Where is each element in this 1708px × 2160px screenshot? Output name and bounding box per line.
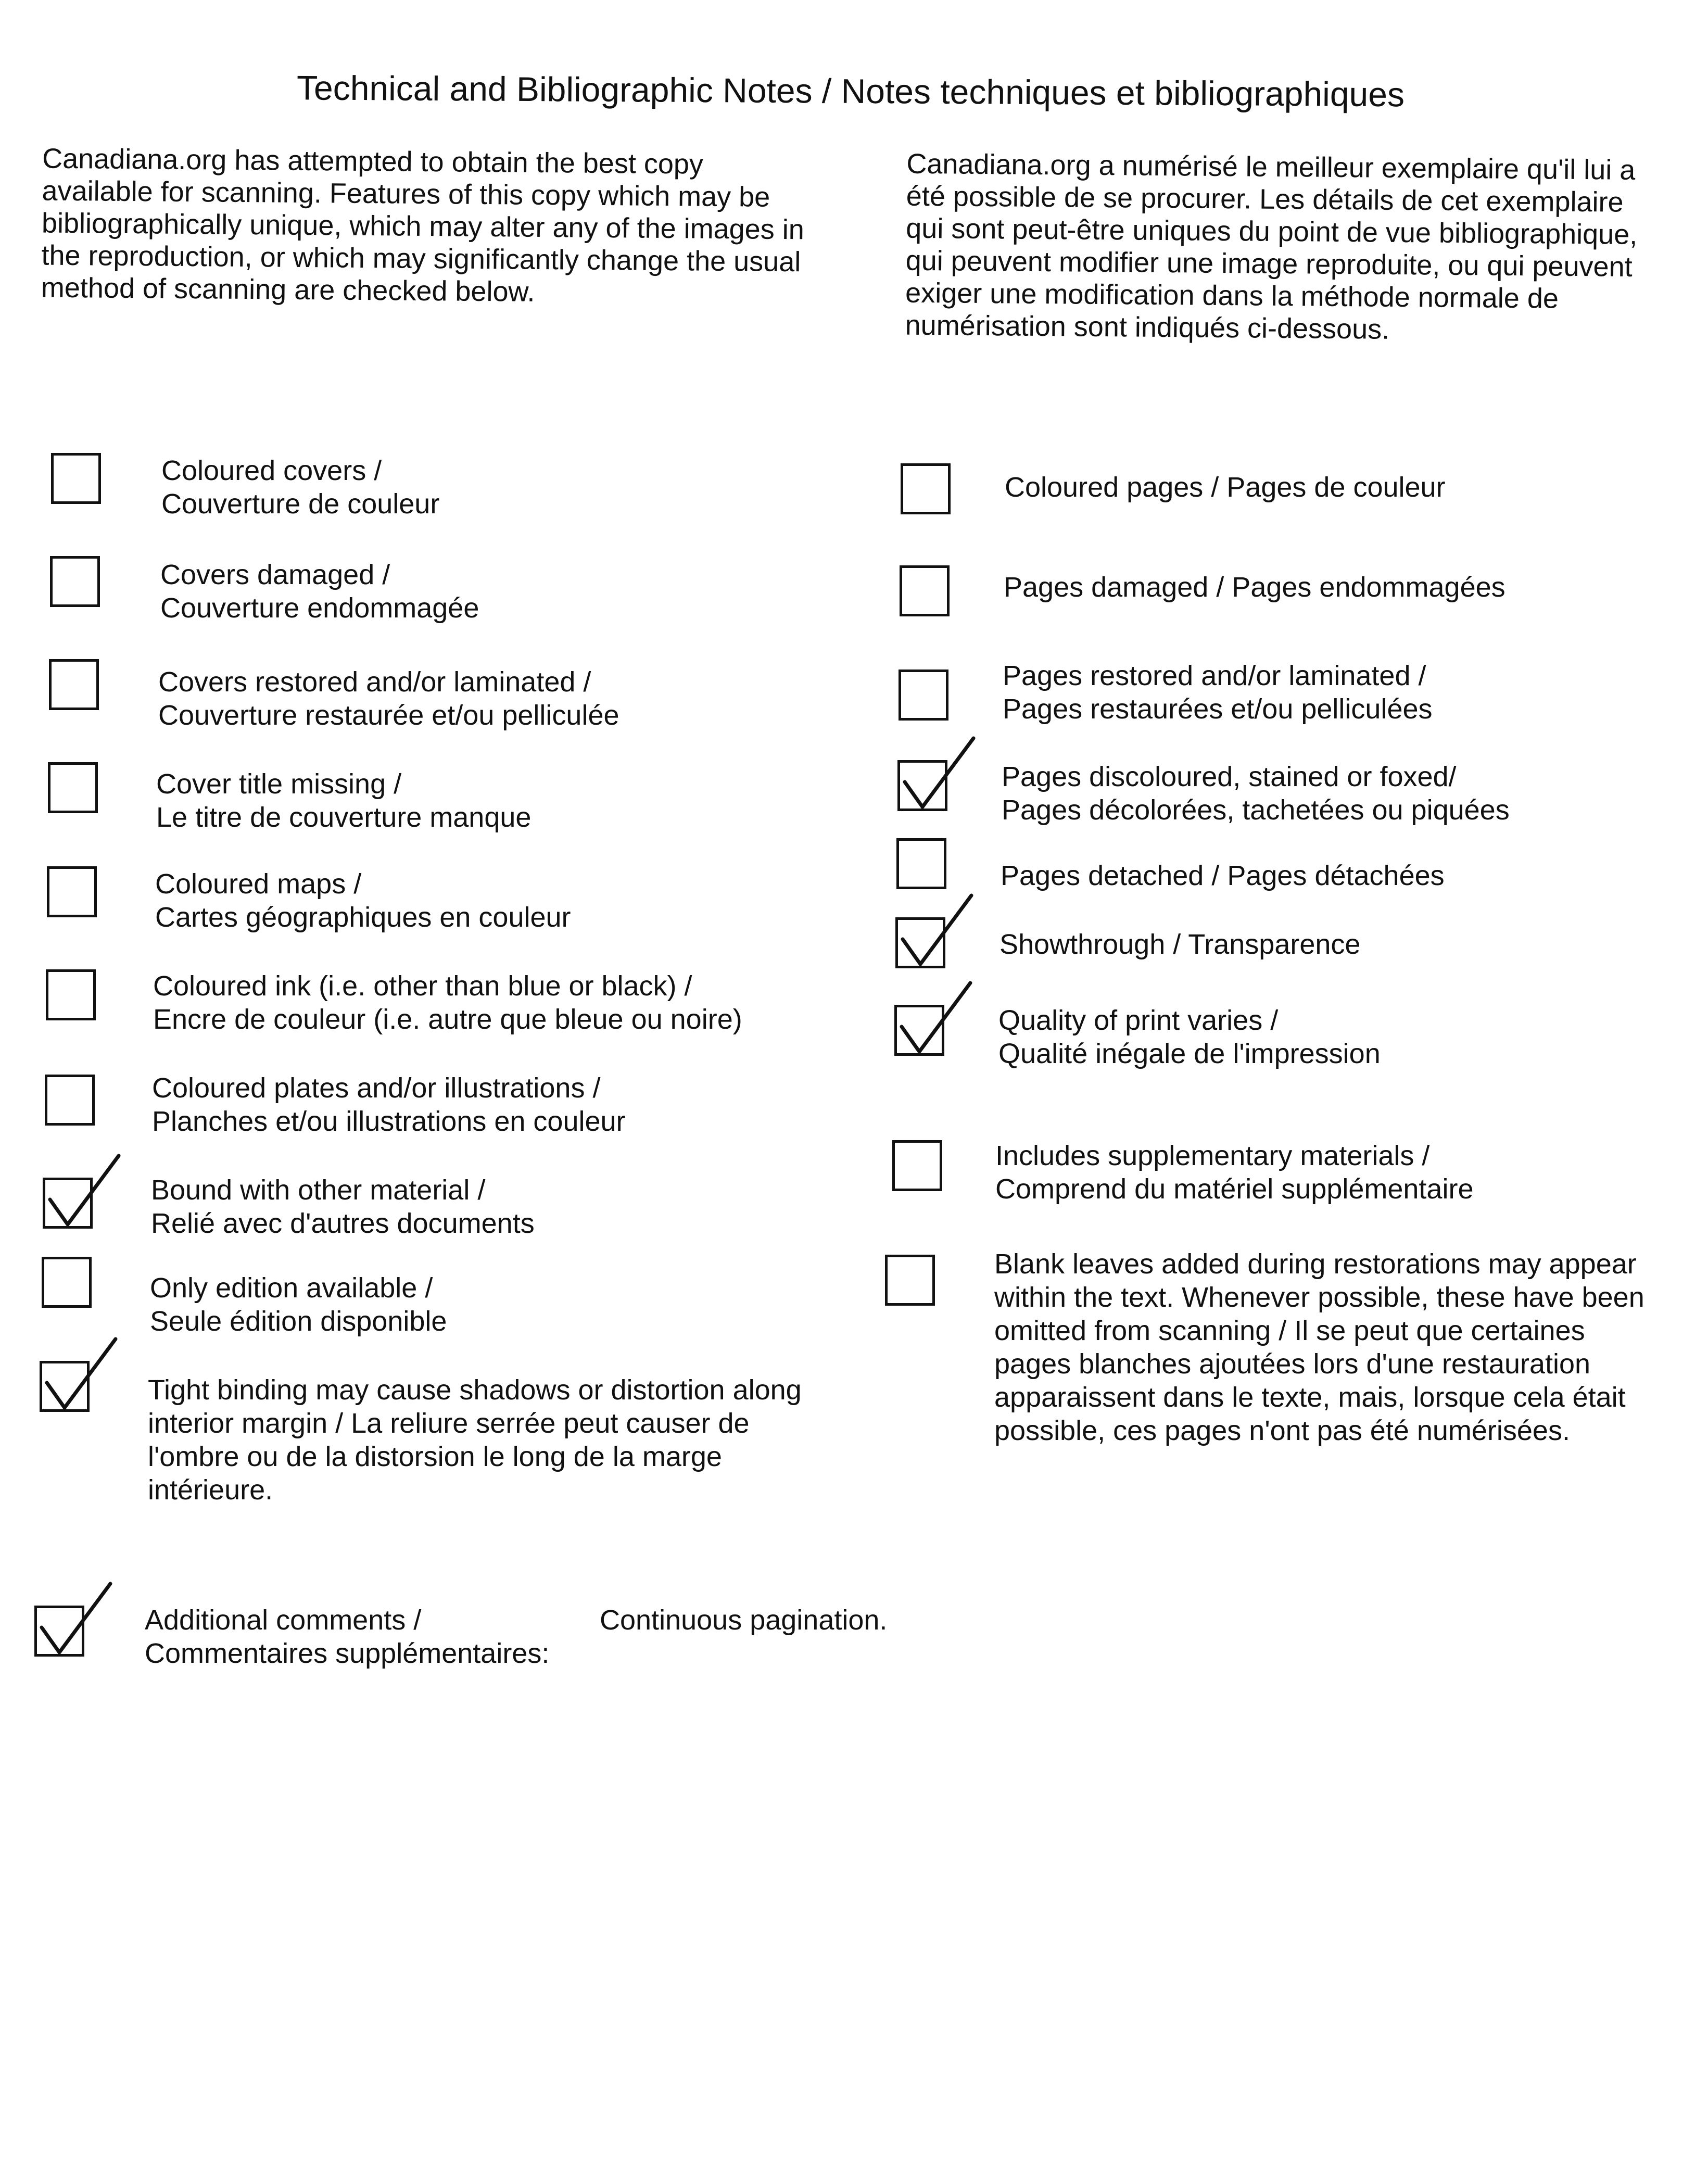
checkbox[interactable] <box>899 670 948 721</box>
checkbox[interactable] <box>50 556 100 607</box>
item-label: Pages damaged / Pages endommagées <box>1004 572 1505 603</box>
item-label-en: Only edition available / <box>150 1272 433 1304</box>
item-label-en: Additional comments / <box>145 1605 422 1636</box>
item-label-en: Coloured plates and/or illustrations / <box>152 1072 601 1104</box>
item-label-fr: Encre de couleur (i.e. autre que bleue ou noire) <box>153 1004 742 1035</box>
check-mark-icon <box>37 1335 121 1413</box>
item-label: Tight binding may cause shadows or distortion along interior margin / La reliure serrée peut causer de l'ombre ou de la distorsion le long de la marge intérieure. <box>148 1374 802 1506</box>
item-label-fr: Qualité inégale de l'impression <box>998 1038 1381 1069</box>
page-title: Technical and Bibliographic Notes / Notes techniques et bibliographiques <box>296 68 1405 114</box>
intro-french: Canadiana.org a numérisé le meilleur exemplaire qu'il lui a été possible de se procurer. Les détails de cet exemplaire qui sont peut-être uniques du point de vue bibliographique, qui peuvent modifier une image reproduite, ou qui peuvent exiger une modification dans la méthode normale de numérisation sont indiqués ci-dessous. <box>905 148 1638 345</box>
item-label-en: Bound with other material / <box>151 1174 486 1206</box>
item-label-en: Includes supplementary materials / <box>995 1140 1430 1171</box>
item-label-fr: Pages décolorées, tachetées ou piquées <box>1002 794 1510 826</box>
checkbox[interactable] <box>47 866 97 917</box>
item-label-fr: Le titre de couverture manque <box>156 802 532 833</box>
item-label-en: Pages discoloured, stained or foxed/ <box>1002 761 1457 792</box>
checkbox[interactable] <box>900 565 950 616</box>
checkbox[interactable] <box>46 969 96 1020</box>
checkbox[interactable] <box>51 453 101 504</box>
checkbox[interactable] <box>48 762 98 813</box>
check-mark-icon <box>895 734 979 812</box>
item-label-fr: Couverture restaurée et/ou pelliculée <box>158 700 619 731</box>
intro-english: Canadiana.org has attempted to obtain the best copy available for scanning. Features of this copy which may be bibliographically unique, which may alter any of the images in the reproduction, or which may significantly change the usual method of scanning are checked below. <box>41 143 805 308</box>
item-label-fr: Cartes géographiques en couleur <box>155 902 571 933</box>
item-label-fr: Relié avec d'autres documents <box>151 1208 535 1239</box>
item-label-fr: Couverture endommagée <box>160 592 479 624</box>
item-label-fr: Seule édition disponible <box>150 1306 447 1337</box>
checkbox[interactable] <box>49 659 99 710</box>
checkbox[interactable] <box>896 838 946 889</box>
checkbox[interactable] <box>892 1140 942 1191</box>
additional-comments-value: Continuous pagination. <box>600 1605 888 1636</box>
checkbox[interactable] <box>42 1257 92 1308</box>
check-mark-icon <box>41 1152 124 1230</box>
item-label-en: Coloured maps / <box>155 868 362 900</box>
check-mark-icon <box>893 891 977 969</box>
check-mark-icon <box>32 1580 116 1658</box>
checkbox[interactable] <box>901 463 951 514</box>
item-label-fr: Couverture de couleur <box>161 488 440 520</box>
item-label-fr: Pages restaurées et/ou pelliculées <box>1003 693 1433 725</box>
item-label-en: Covers damaged / <box>160 559 390 590</box>
checkbox[interactable] <box>45 1075 95 1126</box>
item-label-fr: Comprend du matériel supplémentaire <box>995 1173 1474 1205</box>
item-label-en: Quality of print varies / <box>998 1005 1279 1036</box>
item-label-en: Covers restored and/or laminated / <box>158 666 591 698</box>
item-label-fr: Commentaires supplémentaires: <box>145 1638 550 1669</box>
checkbox[interactable] <box>885 1255 935 1306</box>
item-label-en: Cover title missing / <box>156 768 402 800</box>
item-label: Coloured pages / Pages de couleur <box>1005 472 1446 503</box>
item-label-fr: Planches et/ou illustrations en couleur <box>152 1106 626 1137</box>
item-label: Blank leaves added during restorations may appear within the text. Whenever possible, these have been omitted from scanning / Il se peut que certaines pages blanches ajoutées lors d'une restauration apparaissent dans le texte, mais, lorsque cela était possible, ces pages n'ont pas été numérisées. <box>994 1248 1644 1446</box>
item-label-en: Coloured covers / <box>161 455 382 486</box>
item-label: Pages detached / Pages détachées <box>1001 860 1445 891</box>
item-label-en: Pages restored and/or laminated / <box>1003 660 1426 691</box>
item-label-en: Coloured ink (i.e. other than blue or black) / <box>153 970 692 1002</box>
check-mark-icon <box>892 979 976 1057</box>
item-label: Showthrough / Transparence <box>1000 929 1361 960</box>
